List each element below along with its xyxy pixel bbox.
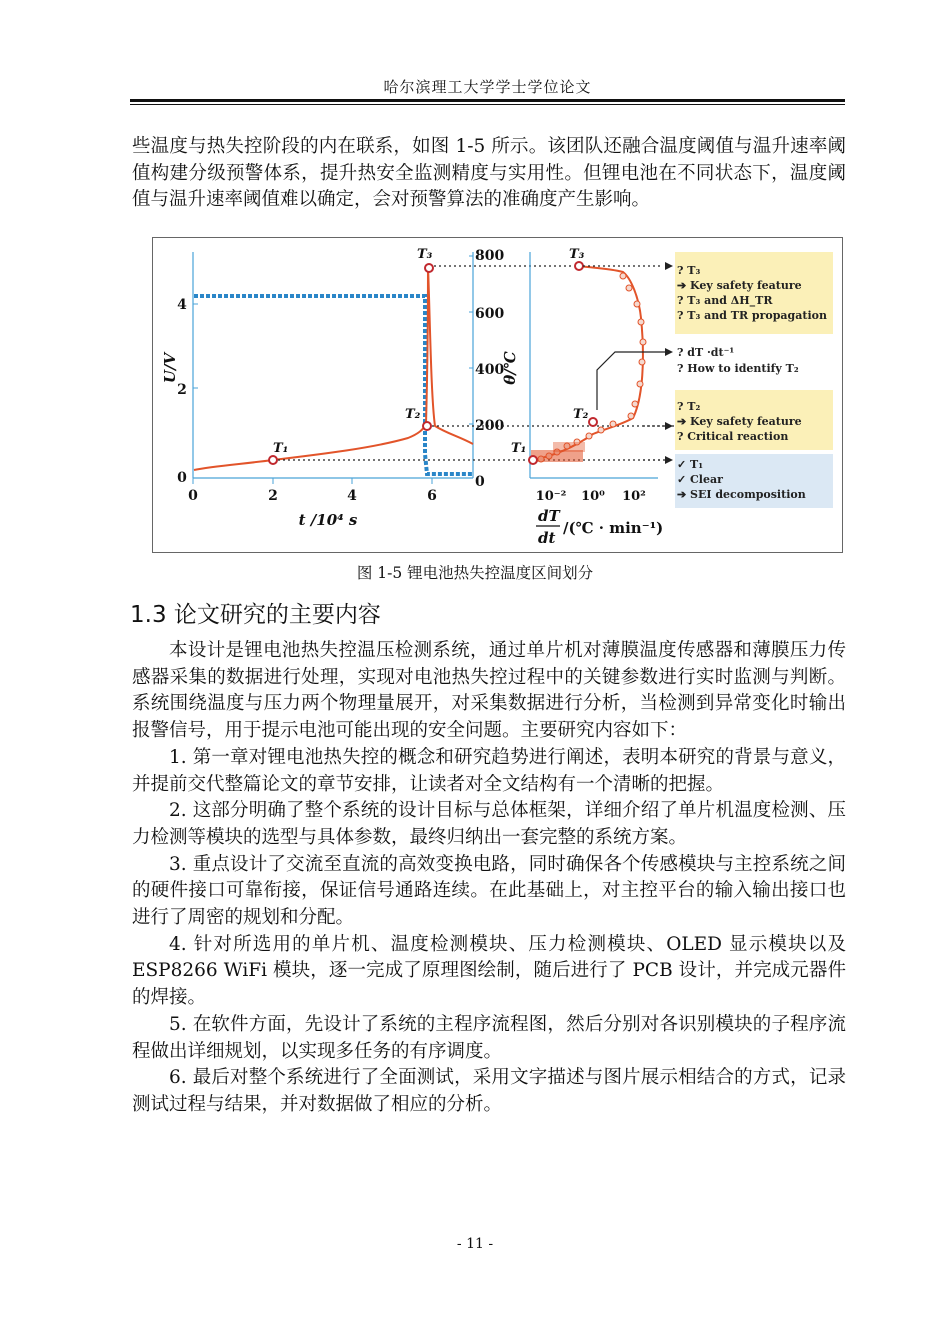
rlabel-t3: T₃ [569, 247, 585, 262]
marker-t2 [423, 422, 431, 430]
paragraph-0: 本设计是锂电池热失控温压检测系统，通过单片机对薄膜温度传感器和薄膜压力传感器采集的数据进行处理，实现对电池热失控过程中的关键参数进行实时监测与判断。系统围绕温度与压力两个物理量展开，对采集数据进行分析，当检测到异常变化时输出报警信号，用于提示电池可能出现的安全问题。主要研究内容如下： [132, 640, 846, 742]
rmarker-t1 [529, 456, 537, 464]
left-xlabel: t /10⁴ s [298, 511, 358, 529]
right-tick-600: 600 [475, 306, 505, 322]
rx-tick-3: 10² [622, 489, 646, 504]
figure-1-5 [152, 237, 843, 553]
ann-t1-2: ➔ SEI decomposition [677, 488, 806, 501]
ann-t3-3: ? T₃ and TR propagation [677, 309, 827, 322]
ann-t1-1: ✓ Clear [677, 473, 723, 486]
ann-t2-2: ? Critical reaction [677, 430, 789, 443]
right-tick-200: 200 [475, 418, 505, 434]
intro-paragraph: 些温度与热失控阶段的内在联系，如图 1-5 所示。该团队还融合温度阈值与温升速率阈值构建分级预警体系，提升热安全监测精度与实用性。但锂电池在不同状态下，温度阈值与温升速率阈值难以确定，会对预警算法的准确度产生影响。 [132, 136, 846, 211]
x-tick-2: 2 [268, 488, 278, 504]
y-tick-0: 0 [177, 470, 187, 486]
paragraph-4: 4. 针对所选用的单片机、温度检测模块、压力检测模块、OLED 显示模块以及 ESP8266 WiFi 模块，逐一完成了原理图绘制，随后进行了 PCB 设计，并完成元器件的焊接。 [132, 933, 846, 1009]
figure-caption: 图 1-5 锂电池热失控温度区间划分 [356, 564, 594, 582]
paragraph-1: 1. 第一章对锂电池热失控的概念和研究趋势进行阐述，表明本研究的背景与意义，并提前交代整篇论文的章节安排，让读者对全文结构有一个清晰的把握。 [132, 746, 846, 795]
marker-t3 [425, 264, 433, 272]
paragraph-5: 5. 在软件方面，先设计了系统的主程序流程图，然后分别对各识别模块的子程序流程做出详细规划，以实现多任务的有序调度。 [132, 1013, 846, 1062]
paragraph-2: 2. 这部分明确了整个系统的设计目标与总体框架，详细介绍了单片机温度检测、压力检测等模块的选型与具体参数，最终归纳出一套完整的系统方案。 [132, 800, 846, 848]
rlabel-t2: T₂ [573, 407, 589, 422]
ann-dt-0: ? dT ·dt⁻¹ [677, 346, 735, 359]
ann-t1-0: ✓ T₁ [677, 458, 704, 471]
paragraph-6: 6. 最后对整个系统进行了全面测试，采用文字描述与图片展示相结合的方式，记录测试过程与结果，并对数据做了相应的分析。 [132, 1067, 846, 1115]
ann-t2-0: ? T₂ [677, 400, 701, 413]
rx-label-num: dT [538, 507, 560, 525]
dt-leader [597, 352, 665, 410]
y-tick-2: 2 [177, 382, 187, 398]
header-rule-thick [130, 99, 845, 102]
page-number: - 11 - [456, 1236, 494, 1252]
running-header: 哈尔滨理工大学学士学位论文 [383, 78, 592, 96]
marker-t1 [269, 456, 277, 464]
ann-t2-1: ➔ Key safety feature [677, 415, 802, 428]
right-tick-0: 0 [475, 474, 485, 490]
ann-t3-1: ➔ Key safety feature [677, 279, 802, 292]
rx-label-den: dt [538, 529, 556, 547]
header-rule-thin [130, 104, 845, 105]
ann-t3-0: ? T₃ [677, 264, 701, 277]
label-t2: T₂ [405, 407, 421, 422]
rx-tick-1: 10⁻² [535, 489, 567, 504]
label-t3: T₃ [417, 247, 433, 262]
section-heading: 1.3 论文研究的主要内容 [130, 602, 381, 628]
rmarker-t3 [575, 262, 583, 270]
body-text [132, 638, 846, 1119]
y-tick-4: 4 [177, 297, 187, 313]
right-ylabel: θ/℃ [501, 351, 519, 385]
right-tick-400: 400 [475, 362, 505, 378]
label-t1: T₁ [273, 441, 289, 456]
x-tick-4: 4 [347, 488, 357, 504]
x-tick-6: 6 [427, 488, 437, 504]
paragraph-3: 3. 重点设计了交流至直流的高效变换电路，同时确保各个传感模块与主控系统之间的硬件接口可靠衔接，保证信号通路连续。在此基础上，对主控平台的输入输出接口也进行了周密的规划和分配。 [132, 853, 846, 929]
rlabel-t1: T₁ [511, 441, 527, 456]
rx-tick-2: 10⁰ [581, 489, 605, 504]
left-ylabel: U/V [161, 352, 179, 384]
rate-curve [533, 266, 643, 460]
ann-t3-2: ? T₃ and ΔH_TR [677, 294, 773, 307]
ann-dt-1: ? How to identify T₂ [677, 362, 799, 375]
rx-label-unit: /(℃ · min⁻¹) [563, 519, 664, 537]
x-tick-0: 0 [188, 488, 198, 504]
rmarker-t2 [589, 418, 597, 426]
thermal-runaway-figure [153, 238, 842, 552]
right-tick-800: 800 [475, 248, 505, 264]
